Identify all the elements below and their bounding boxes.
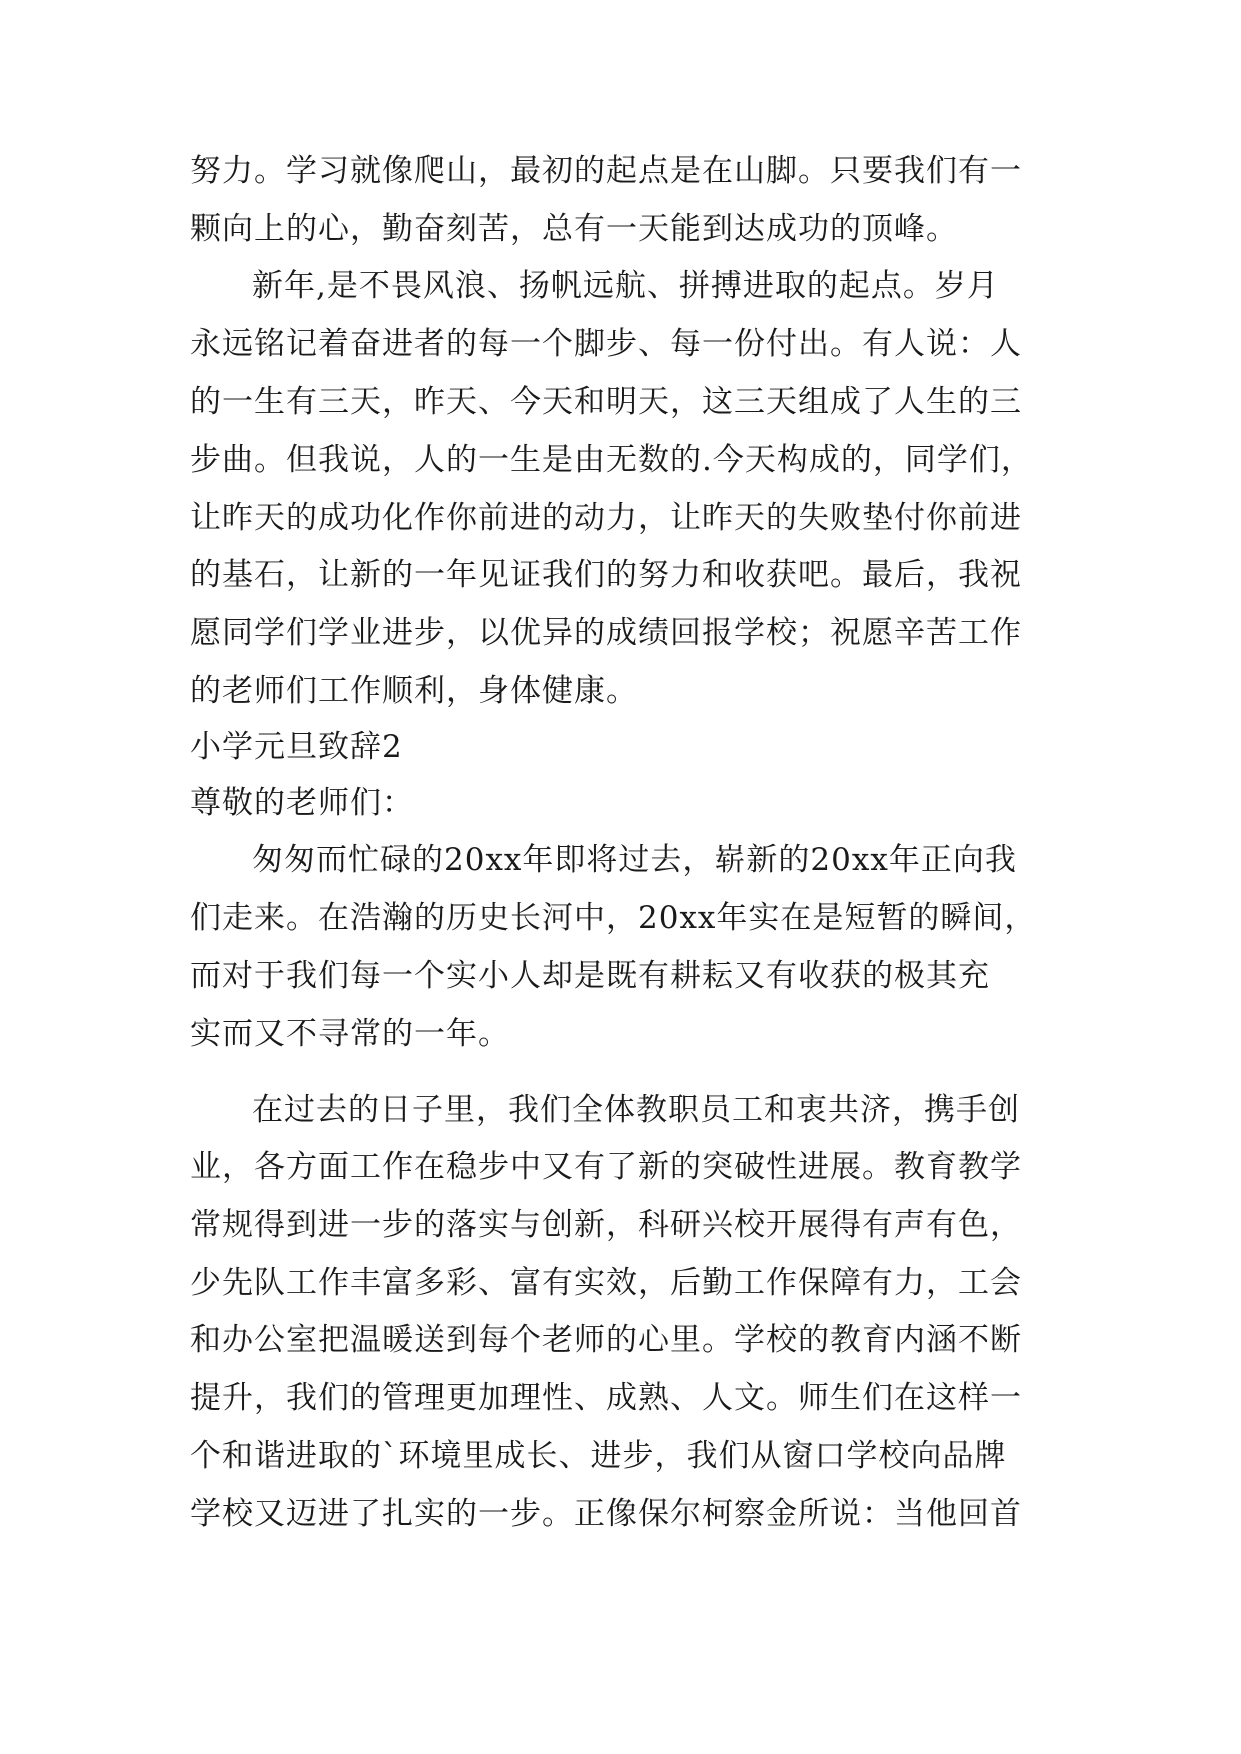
paragraph-2-line-8: 的老师们工作顺利，身体健康。 — [190, 673, 638, 709]
paragraph-4-line-6: 提升，我们的管理更加理性、成熟、人文。师生们在这样一 — [190, 1380, 1022, 1416]
paragraph-2-line-2: 永远铭记着奋进者的每一个脚步、每一份付出。有人说：人 — [190, 326, 1022, 362]
salutation: 尊敬的老师们： — [190, 785, 414, 821]
paragraph-2-line-7: 愿同学们学业进步，以优异的成绩回报学校；祝愿辛苦工作 — [190, 615, 1022, 651]
paragraph-4-line-4: 少先队工作丰富多彩、富有实效，后勤工作保障有力，工会 — [190, 1265, 1022, 1301]
paragraph-4-line-1: 在过去的日子里，我们全体教职员工和衷共济，携手创 — [252, 1092, 1020, 1128]
paragraph-3-line-1: 匆匆而忙碌的20xx年即将过去，崭新的20xx年正向我 — [252, 842, 1017, 878]
paragraph-2-line-1: 新年,是不畏风浪、扬帆远航、拼搏进取的起点。岁月 — [252, 268, 999, 304]
paragraph-3-line-3: 而对于我们每一个实小人却是既有耕耘又有收获的极其充 — [190, 958, 990, 994]
paragraph-2-line-4: 步曲。但我说，人的一生是由无数的.今天构成的，同学们， — [190, 442, 1033, 478]
paragraph-4-line-2: 业，各方面工作在稳步中又有了新的突破性进展。教育教学 — [190, 1149, 1022, 1185]
paragraph-4-line-8: 学校又迈进了扎实的一步。正像保尔柯察金所说：当他回首 — [190, 1496, 1022, 1532]
paragraph-2-line-3: 的一生有三天，昨天、今天和明天，这三天组成了人生的三 — [190, 384, 1022, 420]
paragraph-4-line-7: 个和谐进取的`环境里成长、进步，我们从窗口学校向品牌 — [190, 1438, 1007, 1474]
paragraph-1-line-2: 颗向上的心，勤奋刻苦，总有一天能到达成功的顶峰。 — [190, 211, 958, 247]
section-title: 小学元旦致辞2 — [190, 729, 403, 765]
paragraph-4-line-3: 常规得到进一步的落实与创新，科研兴校开展得有声有色， — [190, 1207, 1022, 1243]
paragraph-1-line-1: 努力。学习就像爬山，最初的起点是在山脚。只要我们有一 — [190, 153, 1022, 189]
paragraph-4-line-5: 和办公室把温暖送到每个老师的心里。学校的教育内涵不断 — [190, 1322, 1022, 1358]
paragraph-2-line-5: 让昨天的成功化作你前进的动力，让昨天的失败垫付你前进 — [190, 500, 1022, 536]
paragraph-2-line-6: 的基石，让新的一年见证我们的努力和收获吧。最后，我祝 — [190, 557, 1022, 593]
paragraph-3-line-2: 们走来。在浩瀚的历史长河中，20xx年实在是短暂的瞬间， — [190, 900, 1037, 936]
paragraph-3-line-4: 实而又不寻常的一年。 — [190, 1016, 510, 1052]
